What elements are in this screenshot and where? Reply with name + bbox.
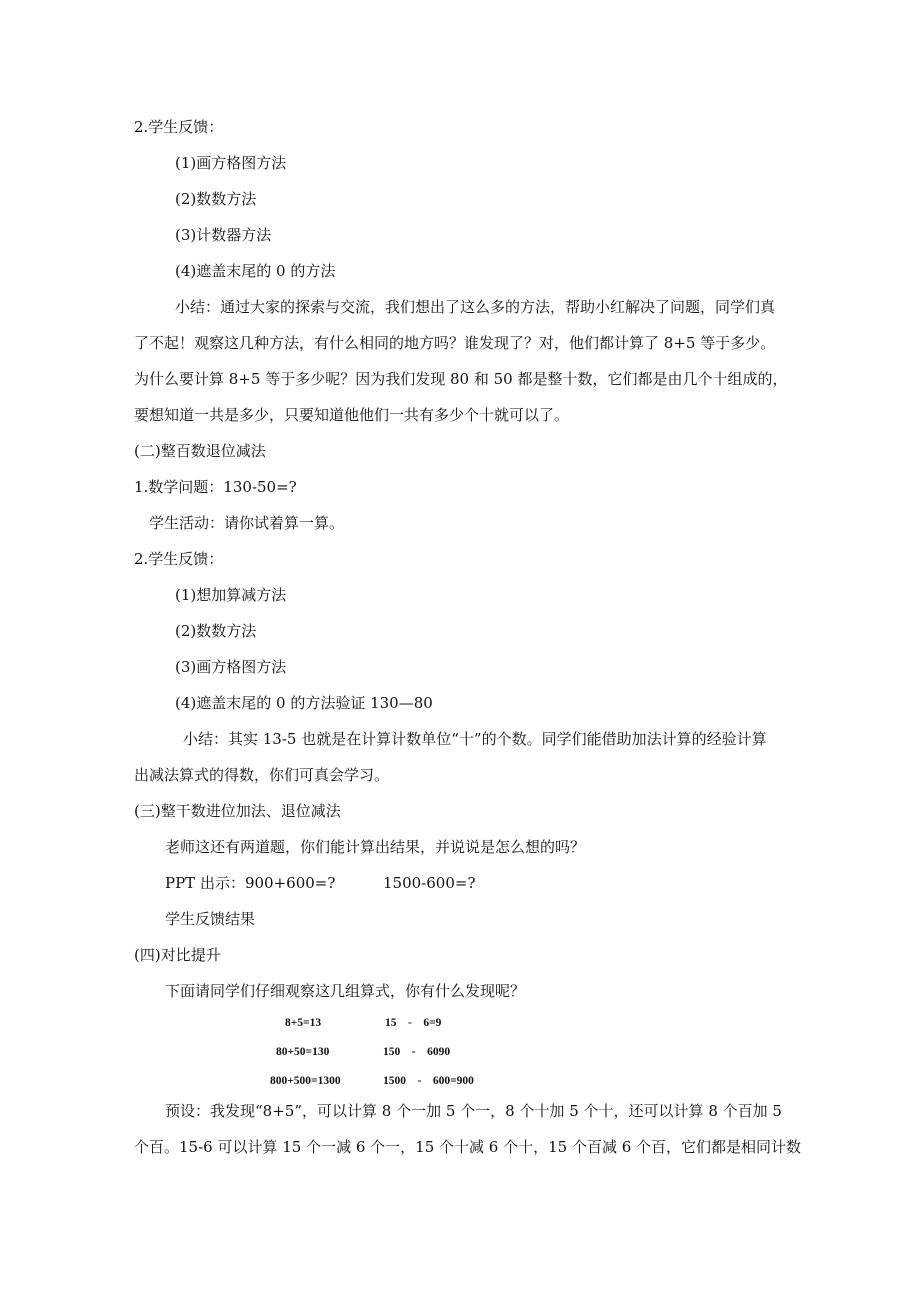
section-heading-4: (四)对比提升 [134,946,221,964]
method-item: (2)数数方法 [175,190,257,208]
method-item: (4)遮盖末尾的 0 的方法验证 130—80 [175,694,433,712]
summary-line: 小结：其实 13-5 也就是在计算计数单位“十”的个数。同学们能借助加法计算的经验计算 [183,730,767,748]
student-result: 学生反馈结果 [165,910,256,928]
method-item: (4)遮盖末尾的 0 的方法 [175,262,336,280]
method-item: (1)画方格图方法 [175,154,287,172]
summary-line: 为什么要计算 8+5 等于多少呢？因为我们发现 80 和 50 都是整十数，它们都是由几个十组成的， [134,370,788,388]
method-item: (3)画方格图方法 [175,658,287,676]
summary-line: 了不起！观察这几种方法，有什么相同的地方吗？谁发现了？对，他们都计算了 8+5 等于多少。 [134,334,776,352]
feedback-heading-2: 2.学生反馈： [134,550,224,568]
math-problem: 1.数学问题：130-50=? [134,478,297,496]
equation-add: 800+500=1300 [270,1075,341,1087]
ppt-display-second: 1500-600=? [383,874,476,892]
method-item: (3)计数器方法 [175,226,272,244]
equation-sub: 1500 - 600=900 [383,1075,474,1087]
summary-line: 出减法算式的得数，你们可真会学习。 [134,766,390,784]
preset-line: 预设：我发现“8+5”，可以计算 8 个一加 5 个一，8 个十加 5 个十，还可以计算 8 个百加 5 [165,1102,782,1120]
observation-prompt: 下面请同学们仔细观察这几组算式，你有什么发现呢？ [165,982,526,1000]
summary-line: 小结：通过大家的探索与交流，我们想出了这么多的方法，帮助小红解决了问题，同学们真 [175,298,776,316]
method-item: (1)想加算减方法 [175,586,287,604]
equation-add: 8+5=13 [285,1017,322,1029]
student-activity: 学生活动：请你试着算一算。 [149,514,345,532]
equation-sub: 150 - 6090 [383,1046,451,1058]
summary-line: 要想知道一共是多少，只要知道他他们一共有多少个十就可以了。 [134,406,570,424]
section-heading-3: (三)整干数进位加法、退位减法 [134,802,341,820]
equation-add: 80+50=130 [276,1046,330,1058]
preset-line: 个百。15-6 可以计算 15 个一减 6 个一，15 个十减 6 个十，15 个百减 6 个百，它们都是相同计数 [134,1138,802,1156]
section-heading-2: (二)整百数退位减法 [134,442,266,460]
equation-sub: 15 - 6=9 [385,1017,442,1029]
teacher-prompt: 老师这还有两道题，你们能计算出结果，并说说是怎么想的吗？ [165,838,586,856]
feedback-heading-1: 2.学生反馈： [134,118,224,136]
ppt-display: PPT 出示：900+600=? [165,874,336,892]
method-item: (2)数数方法 [175,622,257,640]
